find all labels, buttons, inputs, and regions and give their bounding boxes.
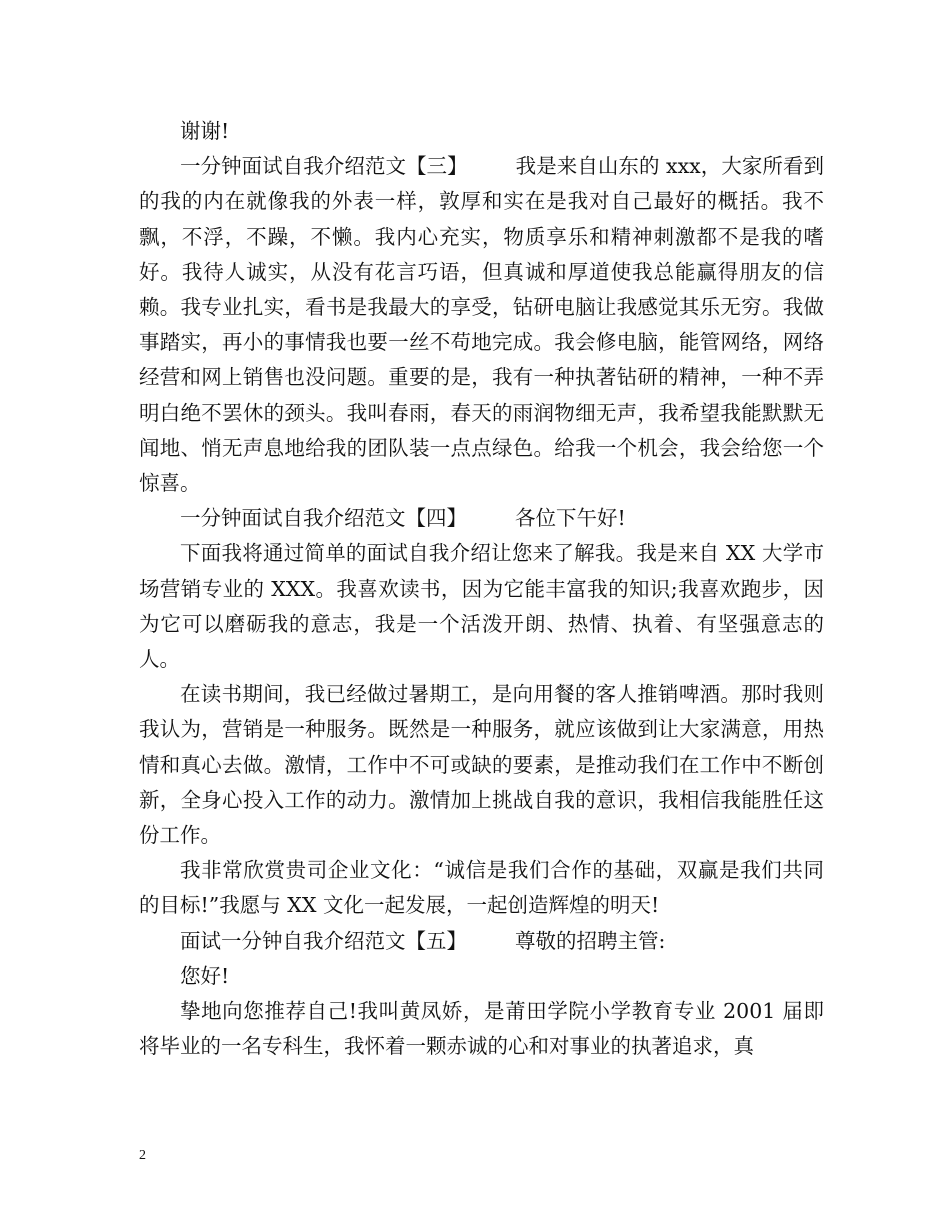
paragraph-greeting — [139, 959, 824, 994]
paragraph-text: 挚地向您推荐自己!我叫黄凤娇，是莆田学院小学教育专业 2001 届即将毕业的一名专科生，我怀着一颗赤诚的心和对事业的执著追求，真 — [139, 999, 824, 1059]
paragraph-introduction — [139, 536, 824, 677]
paragraph-recommendation — [139, 994, 824, 1064]
page-number: 2 — [139, 1148, 146, 1163]
paragraph-sample-five — [139, 924, 824, 959]
paragraph-experience — [139, 677, 824, 853]
section-heading-three: 一分钟面试自我介绍范文【三】 — [180, 154, 468, 179]
paragraph-sample-four — [139, 501, 824, 536]
document-body — [139, 114, 824, 1064]
paragraph-text: 我非常欣赏贵司企业文化：“诚信是我们合作的基础，双赢是我们共同的目标!”我愿与 XX 文化一起发展，一起创造辉煌的明天! — [139, 858, 824, 918]
paragraph-sample-three — [139, 149, 824, 501]
paragraph-text: 您好! — [180, 963, 230, 988]
paragraph-text: 在读书期间，我已经做过暑期工，是向用餐的客人推销啤酒。那时我则我认为，营销是一种服务。既然是一种服务，就应该做到让大家满意，用热情和真心去做。激情，工作中不可或缺的要素，是推动我们在工作中不断创新，全身心投入工作的动力。激情加上挑战自我的意识，我相信我能胜任这份工作。 — [139, 682, 824, 848]
section-heading-five: 面试一分钟自我介绍范文【五】 — [180, 928, 467, 953]
paragraph-text: 谢谢! — [180, 119, 230, 143]
paragraph-text: 各位下午好! — [515, 506, 626, 531]
paragraph-culture — [139, 853, 824, 923]
paragraph-text: 尊敬的招聘主管: — [515, 928, 666, 953]
paragraph-thanks — [139, 114, 824, 149]
paragraph-text: 下面我将通过简单的面试自我介绍让您来了解我。我是来自 XX 大学市场营销专业的 XXX。我喜欢读书，因为它能丰富我的知识;我喜欢跑步，因为它可以磨砺我的意志，我是一个活泼开朗、热情、执着、有坚强意志的人。 — [139, 541, 824, 672]
section-heading-four: 一分钟面试自我介绍范文【四】 — [180, 506, 467, 531]
paragraph-text: 我是来自山东的 xxx，大家所看到的我的内在就像我的外表一样，敦厚和实在是我对自己最好的概括。我不飘，不浮，不躁，不懒。我内心充实，物质享乐和精神刺激都不是我的嗜好。我待人诚实，从没有花言巧语，但真诚和厚道使我总能赢得朋友的信赖。我专业扎实，看书是我最大的享受，钻研电脑让我感觉其乐无穷。我做事踏实，再小的事情我也要一丝不苟地完成。我会修电脑，能管网络，网络经营和网上销售也没问题。重要的是，我有一种执著钻研的精神，一种不弄明白绝不罢休的颈头。我叫春雨，春天的雨润物细无声，我希望我能默默无闻地、悄无声息地给我的团队装一点点绿色。给我一个机会，我会给您一个惊喜。 — [139, 154, 825, 496]
